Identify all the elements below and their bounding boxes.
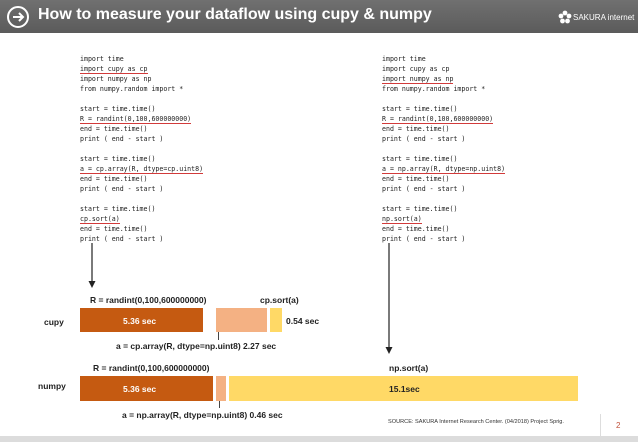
code-text: print ( end - start ) xyxy=(80,185,164,193)
code-line xyxy=(382,234,597,244)
code-line xyxy=(80,94,295,104)
cupy-down-arrow-icon xyxy=(87,243,97,289)
code-line xyxy=(382,204,597,214)
code-text: start = time.time() xyxy=(382,105,458,113)
code-line xyxy=(382,104,597,114)
code-text: print ( end - start ) xyxy=(80,235,164,243)
code-text: np.sort(a) xyxy=(382,215,422,223)
arrow-right-circle-icon xyxy=(7,6,29,28)
footer-divider xyxy=(600,414,601,436)
numpy-sort-value: 15.1sec xyxy=(389,384,420,394)
cupy-sort-value: 0.54 sec xyxy=(286,316,320,326)
code-line xyxy=(80,64,295,74)
numpy-row-label: numpy xyxy=(38,381,66,391)
code-text: end = time.time() xyxy=(80,175,148,183)
code-line xyxy=(382,164,597,174)
cupy-sort-label: cp.sort(a) xyxy=(260,295,299,305)
code-line xyxy=(382,124,597,134)
cupy-randint-value: 5.36 sec xyxy=(123,316,157,326)
code-text: import cupy as cp xyxy=(382,65,450,73)
code-text: print ( end - start ) xyxy=(80,135,164,143)
code-line xyxy=(382,94,597,104)
code-text: from numpy.random import * xyxy=(382,85,486,93)
code-line xyxy=(80,214,295,224)
code-line xyxy=(80,174,295,184)
code-line xyxy=(80,154,295,164)
cupy-array-bar xyxy=(216,308,267,332)
code-line xyxy=(80,234,295,244)
code-text: start = time.time() xyxy=(80,205,156,213)
code-line xyxy=(382,74,597,84)
numpy-array-label: a = np.array(R, dtype=np.uint8) 0.46 sec xyxy=(122,410,283,420)
source-citation: SOURCE: SAKURA Internet Research Center. (04/2018) Project Sprig. xyxy=(388,419,564,425)
cupy-array-tick xyxy=(218,332,219,340)
code-text: import numpy as np xyxy=(382,75,454,83)
code-line xyxy=(382,134,597,144)
code-text: print ( end - start ) xyxy=(382,235,466,243)
code-text: start = time.time() xyxy=(382,205,458,213)
code-text: a = cp.array(R, dtype=cp.uint8) xyxy=(80,165,204,173)
code-text: R = randint(0,100,600000000) xyxy=(80,115,192,123)
slide-header xyxy=(0,0,638,33)
code-text: end = time.time() xyxy=(80,125,148,133)
numpy-randint-label: R = randint(0,100,600000000) xyxy=(93,363,210,373)
numpy-array-tick xyxy=(219,401,220,408)
code-text: R = randint(0,100,600000000) xyxy=(382,115,494,123)
code-line xyxy=(382,184,597,194)
code-line xyxy=(80,224,295,234)
code-text: cp.sort(a) xyxy=(80,215,120,223)
code-line xyxy=(80,144,295,154)
sakura-logo xyxy=(558,9,634,27)
code-line xyxy=(80,204,295,214)
code-text: from numpy.random import * xyxy=(80,85,184,93)
code-line xyxy=(382,174,597,184)
code-line xyxy=(80,54,295,64)
code-line xyxy=(382,84,597,94)
code-text: import time xyxy=(382,55,426,63)
code-line xyxy=(382,214,597,224)
code-line xyxy=(382,114,597,124)
code-text: import cupy as cp xyxy=(80,65,148,73)
cupy-array-label: a = cp.array(R, dtype=np.uint8) 2.27 sec xyxy=(116,341,277,351)
code-text: a = np.array(R, dtype=np.uint8) xyxy=(382,165,506,173)
slide-title: How to measure your dataflow using cupy & numpy xyxy=(38,6,432,23)
code-line xyxy=(80,184,295,194)
numpy-array-bar xyxy=(216,376,226,401)
cupy-sort-bar xyxy=(270,308,282,332)
page-number: 2 xyxy=(616,421,621,430)
code-line xyxy=(80,134,295,144)
brand-name: SAKURA internet xyxy=(573,13,635,22)
numpy-sort-label: np.sort(a) xyxy=(389,363,429,373)
code-line xyxy=(382,224,597,234)
code-text: end = time.time() xyxy=(382,125,450,133)
code-line xyxy=(382,194,597,204)
code-text: end = time.time() xyxy=(80,225,148,233)
code-text: end = time.time() xyxy=(382,175,450,183)
code-line xyxy=(80,104,295,114)
cupy-randint-label: R = randint(0,100,600000000) xyxy=(90,295,207,305)
code-text: start = time.time() xyxy=(80,155,156,163)
code-text: end = time.time() xyxy=(382,225,450,233)
sakura-flower-icon xyxy=(558,10,572,24)
code-text: start = time.time() xyxy=(382,155,458,163)
footer-strip xyxy=(0,436,638,442)
numpy-down-arrow-icon xyxy=(384,243,394,355)
code-line xyxy=(382,144,597,154)
code-line xyxy=(382,54,597,64)
code-line xyxy=(80,114,295,124)
cupy-row-label: cupy xyxy=(44,317,64,327)
code-text: import time xyxy=(80,55,124,63)
numpy-code-block xyxy=(382,54,597,244)
code-text: import numpy as np xyxy=(80,75,152,83)
numpy-randint-value: 5.36 sec xyxy=(123,384,157,394)
code-text: print ( end - start ) xyxy=(382,185,466,193)
code-line xyxy=(80,84,295,94)
code-line xyxy=(80,164,295,174)
code-text: print ( end - start ) xyxy=(382,135,466,143)
cupy-code-block xyxy=(80,54,295,244)
code-line xyxy=(80,194,295,204)
code-line xyxy=(80,74,295,84)
code-line xyxy=(80,124,295,134)
code-line xyxy=(382,64,597,74)
code-line xyxy=(382,154,597,164)
code-text: start = time.time() xyxy=(80,105,156,113)
